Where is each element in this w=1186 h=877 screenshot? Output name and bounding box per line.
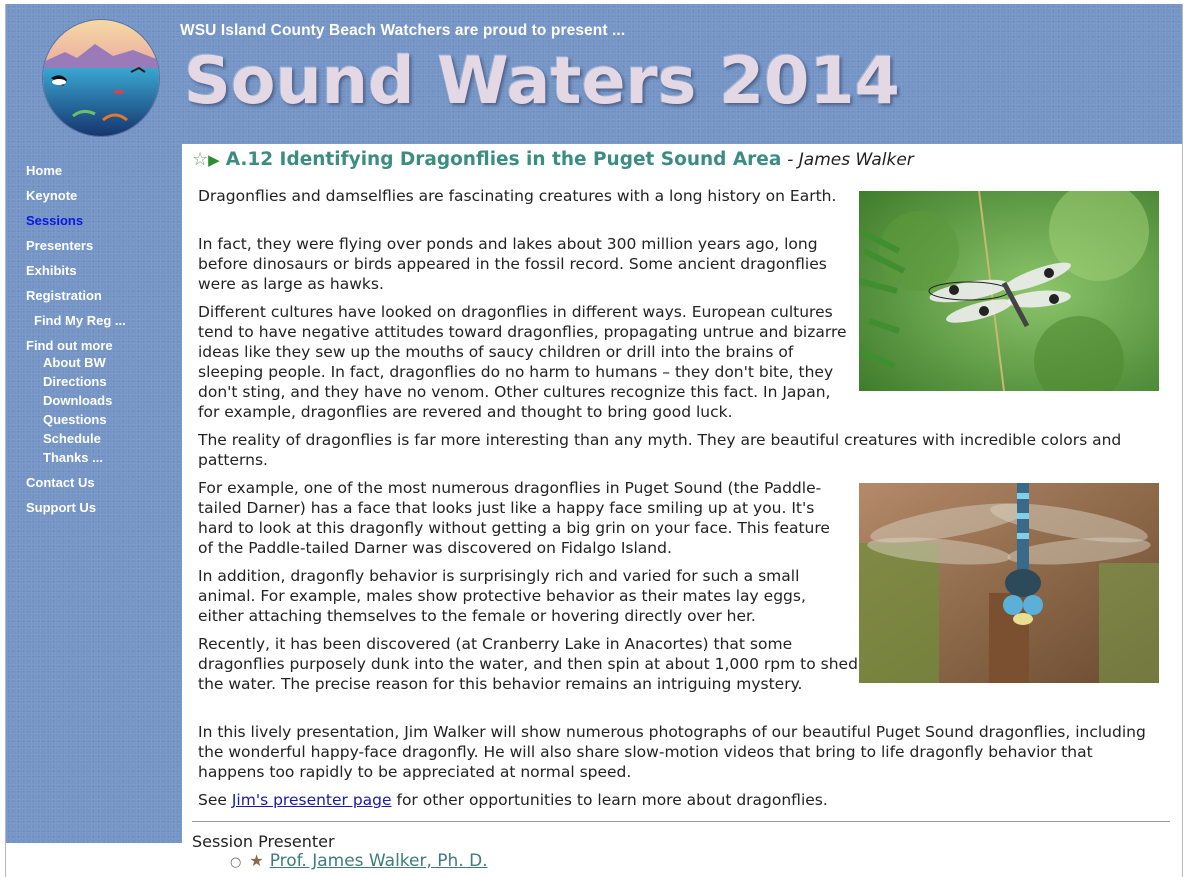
site-title[interactable]: Sound Waters 2014	[184, 44, 900, 119]
paragraph-5: For example, one of the most numerous dragonflies in Puget Sound (the Paddle-tailed Darner) has a face that looks just like a happy face smiling up at you. It's hard to look at this dragonfly without getting a big grin on your face. This feature of the Paddle-tailed Darner was discovered on Fidalgo Island.	[198, 479, 830, 557]
paragraph-9-prefix: See	[198, 791, 232, 809]
nav-schedule[interactable]: Schedule	[43, 431, 101, 446]
circle-bullet-icon: ○	[230, 855, 242, 870]
nav-thanks[interactable]: Thanks ...	[43, 450, 103, 465]
session-author: - James Walker	[787, 150, 914, 170]
star-icon: ★	[249, 851, 264, 870]
main-content	[182, 144, 1182, 877]
paragraph-1: Dragonflies and damselflies are fascinating creatures with a long history on Earth.	[198, 187, 837, 205]
nav-downloads[interactable]: Downloads	[43, 393, 113, 408]
sidebar-nav	[6, 144, 182, 843]
session-presenter-label: Session Presenter	[192, 832, 335, 851]
nav-about-bw[interactable]: About BW	[43, 355, 106, 370]
logo-image[interactable]	[43, 20, 159, 136]
presenter-list-item	[230, 851, 488, 871]
nav-support-us[interactable]: Support Us	[26, 500, 97, 515]
session-heading	[192, 149, 914, 170]
paragraph-7: Recently, it has been discovered (at Cranberry Lake in Anacortes) that some dragonflies purposely dunk into the water, and then spin at about 1,000 rpm to shed the water. The precise reason for this behavior remains an intriguing mystery.	[198, 635, 858, 693]
nav-exhibits[interactable]: Exhibits	[26, 263, 77, 278]
dragonfly-photo-2	[859, 483, 1159, 683]
paragraph-4: The reality of dragonflies is far more interesting than any myth. They are beautiful creatures with incredible colors and patterns.	[198, 431, 1122, 469]
nav-home[interactable]: Home	[26, 163, 63, 178]
paragraph-3: Different cultures have looked on dragonflies in different ways. European cultures tend to have negative attitudes toward dragonflies, propagating untrue and bizarre ideas like they sew up the mouths of saucy children or drill into the brains of sleeping people. In fact, dragonflies do no harm to humans – they don't bite, they don't sting, and they have no venom. Other cultures recognize this fact. In Japan, for example, dragonflies are revered and thought to bring good luck.	[198, 303, 847, 421]
paragraph-9-suffix: for other opportunities to learn more about dragonflies.	[391, 791, 828, 809]
paragraph-2: In fact, they were flying over ponds and lakes about 300 million years ago, long before dinosaurs or birds appeared in the fossil record. Some ancient dragonflies were as large as hawks.	[198, 235, 827, 293]
nav-keynote[interactable]: Keynote	[26, 188, 78, 203]
nav-presenters[interactable]: Presenters	[26, 238, 94, 253]
dragonfly-photo-1	[859, 191, 1159, 391]
star-icon[interactable]: ☆	[192, 149, 209, 170]
nav-questions[interactable]: Questions	[43, 412, 107, 427]
paragraph-9	[198, 790, 1158, 810]
section-divider	[192, 821, 1170, 822]
session-title: A.12 Identifying Dragonflies in the Puget Sound Area	[225, 149, 782, 170]
nav-contact-us[interactable]: Contact Us	[26, 475, 95, 490]
header-tagline: WSU Island County Beach Watchers are proud to present ...	[180, 22, 626, 39]
nav-find-my-reg[interactable]: Find My Reg ...	[34, 313, 126, 328]
nav-registration[interactable]: Registration	[26, 288, 102, 303]
presenter-name-link[interactable]: Prof. James Walker, Ph. D.	[269, 851, 488, 871]
nav-sessions[interactable]: Sessions	[26, 213, 84, 228]
arrow-right-icon: ▶	[208, 151, 220, 169]
paragraph-6: In addition, dragonfly behavior is surprisingly rich and varied for such a small animal. For example, males show protective behavior as their mates lay eggs, either attaching themselves to the female or hovering directly over her.	[198, 567, 806, 625]
presenter-page-link[interactable]: Jim's presenter page	[231, 791, 392, 809]
nav-find-out-more[interactable]: Find out more	[26, 338, 113, 353]
nav-directions[interactable]: Directions	[43, 374, 107, 389]
page-frame	[5, 4, 1183, 877]
site-header	[6, 4, 1182, 144]
paragraph-8: In this lively presentation, Jim Walker will show numerous photographs of our beautiful Puget Sound dragonflies, including the wonderful happy-face dragonfly. He will also share slow-motion videos that bring to life dragonfly behavior that happens too rapidly to be appreciated at normal speed.	[198, 723, 1146, 781]
